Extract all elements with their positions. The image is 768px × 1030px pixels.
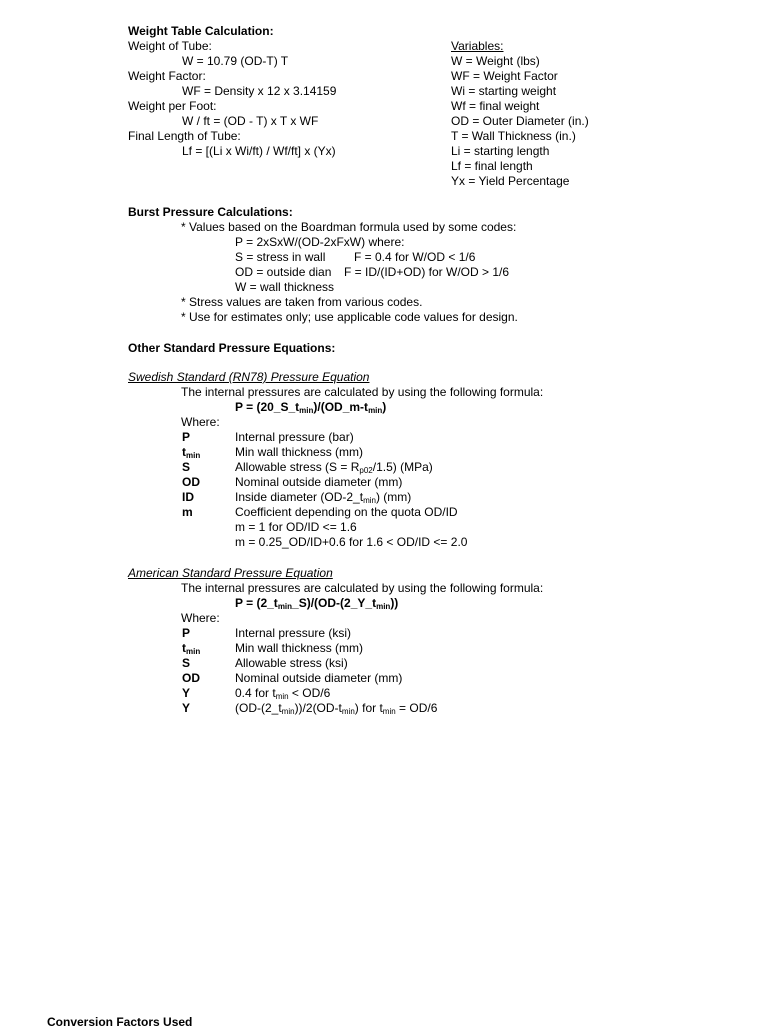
variable-description: Coefficient depending on the quota OD/ID xyxy=(235,505,458,519)
variable-description: Inside diameter (OD-2_tmin) (mm) xyxy=(235,490,412,505)
variable-item: Wf = final weight xyxy=(451,99,540,113)
swedish-m-line-1: m = 1 for OD/ID <= 1.6 xyxy=(235,520,357,534)
length-label: Final Length of Tube: xyxy=(128,129,241,143)
variable-row xyxy=(182,460,582,475)
weight-factor-label: Weight Factor: xyxy=(128,69,206,83)
weight-tube-label: Weight of Tube: xyxy=(128,39,212,53)
weight-foot-label: Weight per Foot: xyxy=(128,99,217,113)
other-title: Other Standard Pressure Equations: xyxy=(128,341,336,355)
variable-item: Yx = Yield Percentage xyxy=(451,174,570,188)
variable-item: Lf = final length xyxy=(451,159,533,173)
variable-item: W = Weight (lbs) xyxy=(451,54,540,68)
burst-note-2: * Stress values are taken from various codes. xyxy=(181,295,423,309)
swedish-m-line-2: m = 0.25_OD/ID+0.6 for 1.6 < OD/ID <= 2.0 xyxy=(235,535,468,549)
weight-foot-formula: W / ft = (OD - T) x T x WF xyxy=(182,114,319,128)
burst-s-def: S = stress in wall xyxy=(235,250,326,264)
variable-symbol: ID xyxy=(182,490,194,504)
variable-symbol: P xyxy=(182,626,191,640)
variable-row xyxy=(182,490,582,505)
variable-description: Internal pressure (bar) xyxy=(235,430,354,444)
variable-symbol: S xyxy=(182,656,191,670)
variable-row xyxy=(182,475,582,490)
weight-tube-formula: W = 10.79 (OD-T) T xyxy=(182,54,289,68)
burst-f-def-1: F = 0.4 for W/OD < 1/6 xyxy=(354,250,476,264)
american-formula: $P = (2\_t_{min}\_S)/(OD-(2\_Y\_t_{min}))$ xyxy=(235,596,399,611)
variable-description: Min wall thickness (mm) xyxy=(235,641,364,655)
variable-item: Wi = starting weight xyxy=(451,84,557,98)
weight-formulas xyxy=(128,39,336,159)
burst-title: Burst Pressure Calculations: xyxy=(128,205,293,219)
variable-row xyxy=(182,656,582,671)
variable-symbol: m xyxy=(182,505,193,519)
american-intro: The internal pressures are calculated by using the following formula: xyxy=(181,581,544,595)
variable-description: 0.4 for tmin < OD/6 xyxy=(235,686,331,701)
swedish-formula: $P = (20\_S\_t_{min})/(OD\_m-t_{min})$ xyxy=(235,400,387,415)
variables-title: Variables: xyxy=(451,39,504,53)
weight-title: Weight Table Calculation: xyxy=(128,24,274,38)
variable-item: T = Wall Thickness (in.) xyxy=(451,129,576,143)
variables-list xyxy=(451,54,589,189)
variable-description: Allowable stress (S = Rp02/1.5) (MPa) xyxy=(235,460,433,475)
variable-symbol: $t_{min}$ xyxy=(182,445,201,460)
variable-description: Nominal outside diameter (mm) xyxy=(235,671,403,685)
burst-note-1: * Values based on the Boardman formula used by some codes: xyxy=(181,220,517,234)
variable-symbol: OD xyxy=(182,671,200,685)
variable-description: Internal pressure (ksi) xyxy=(235,626,352,640)
variable-item: WF = Weight Factor xyxy=(451,69,558,83)
variable-symbol: OD xyxy=(182,475,200,489)
burst-formula: P = 2xSxW/(OD-2xFxW) where: xyxy=(235,235,405,249)
burst-od-def: OD = outside dian xyxy=(235,265,332,279)
variable-symbol: S xyxy=(182,460,191,474)
american-where: Where: xyxy=(181,611,220,625)
length-formula: Lf = [(Li x Wi/ft) / Wf/ft] x (Yx) xyxy=(182,144,336,158)
variable-row xyxy=(182,671,582,686)
variable-row xyxy=(182,641,582,656)
variable-description: Allowable stress (ksi) xyxy=(235,656,348,670)
swedish-intro: The internal pressures are calculated by using the following formula: xyxy=(181,385,544,399)
weight-factor-formula: WF = Density x 12 x 3.14159 xyxy=(182,84,337,98)
variable-symbol: Y xyxy=(182,686,191,700)
variable-row xyxy=(182,626,582,641)
variable-description: (OD-(2_tmin))/2(OD-tmin) for tmin = OD/6 xyxy=(235,701,438,716)
burst-w-def: W = wall thickness xyxy=(235,280,335,294)
variable-item: Li = starting length xyxy=(451,144,550,158)
variable-symbol: Y xyxy=(182,701,191,715)
american-variable-table xyxy=(182,626,582,716)
variable-description: Min wall thickness (mm) xyxy=(235,445,364,459)
swedish-where: Where: xyxy=(181,415,220,429)
variable-row xyxy=(182,430,582,445)
swedish-title: Swedish Standard (RN78) Pressure Equation xyxy=(128,370,370,384)
conversion-factors-title: Conversion Factors Used xyxy=(47,1015,193,1029)
swedish-variable-table xyxy=(182,430,582,520)
variable-symbol: $t_{min}$ xyxy=(182,641,201,656)
american-title: American Standard Pressure Equation xyxy=(128,566,333,580)
burst-f-def-2: F = ID/(ID+OD) for W/OD > 1/6 xyxy=(344,265,510,279)
variable-row xyxy=(182,445,582,460)
burst-note-3: * Use for estimates only; use applicable code values for design. xyxy=(181,310,518,324)
variable-item: OD = Outer Diameter (in.) xyxy=(451,114,589,128)
variable-description: Nominal outside diameter (mm) xyxy=(235,475,403,489)
variable-row xyxy=(182,701,582,716)
variable-row xyxy=(182,505,582,520)
variable-row xyxy=(182,686,582,701)
variable-symbol: P xyxy=(182,430,191,444)
